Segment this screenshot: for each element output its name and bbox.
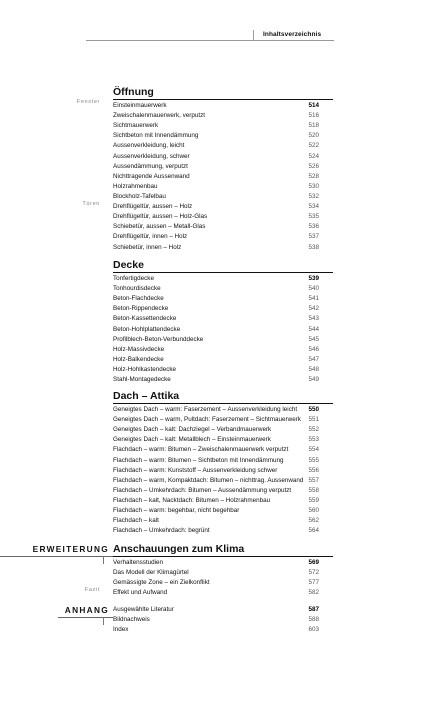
margin-label-tueren: Türen bbox=[82, 201, 100, 207]
header-rule bbox=[86, 40, 334, 41]
toc-entry-page: 558 bbox=[308, 486, 319, 494]
toc-entry bbox=[113, 466, 333, 476]
toc-entry-page: 516 bbox=[308, 112, 319, 120]
toc-entry-page: 518 bbox=[308, 122, 319, 130]
toc-entry bbox=[113, 152, 333, 162]
toc-entry-page: 520 bbox=[308, 132, 319, 140]
toc-entry-label: Aussenverkleidung, leicht bbox=[113, 142, 185, 150]
toc-entry bbox=[113, 243, 333, 253]
toc-entry-label: Flachdach – kalt, Nacktdach: Bitumen – Holzrahmenbau bbox=[113, 496, 271, 504]
toc-entry bbox=[113, 486, 333, 496]
toc-entry-label: Drehflügeltür, aussen – Holz-Glas bbox=[113, 213, 208, 221]
toc-entry-page: 588 bbox=[308, 616, 319, 624]
margin-label-fenster: Fenster bbox=[76, 99, 100, 105]
toc-entry-page: 549 bbox=[308, 376, 319, 384]
toc-entry bbox=[113, 588, 333, 598]
toc-entry bbox=[113, 615, 333, 625]
toc-entry bbox=[113, 232, 333, 242]
toc-entry bbox=[113, 325, 333, 335]
toc-entry-page: 553 bbox=[308, 436, 319, 444]
part-tick-anhang bbox=[103, 617, 104, 625]
toc-entry bbox=[113, 212, 333, 222]
toc-entry bbox=[113, 375, 333, 385]
toc-entry-label: Aussenverkleidung, schwer bbox=[113, 152, 190, 160]
part-tick-erweiterung bbox=[103, 556, 104, 564]
toc-entry-page: 522 bbox=[308, 142, 319, 150]
toc-entry bbox=[113, 314, 333, 324]
toc-entry-page: 559 bbox=[308, 496, 319, 504]
toc-entry bbox=[113, 202, 333, 212]
toc-entry-page: 556 bbox=[308, 466, 319, 474]
toc-entry bbox=[113, 496, 333, 506]
toc-entry-page: 540 bbox=[308, 285, 319, 293]
toc-entries bbox=[113, 405, 333, 536]
toc-entry-label: Index bbox=[113, 626, 129, 634]
toc-entry-label: Ausgewählte Literatur bbox=[113, 606, 174, 613]
toc-entry-label: Beton-Hohlplattendecke bbox=[113, 325, 181, 333]
toc-entry-label: Nichttragende Aussenwand bbox=[113, 172, 190, 180]
toc-entry-page: 538 bbox=[308, 243, 319, 251]
toc-entry-label: Schiebetür, aussen – Metall-Glas bbox=[113, 223, 206, 231]
toc-entry-page: 548 bbox=[308, 365, 319, 373]
toc-entry-label: Tonfertigdecke bbox=[113, 275, 154, 282]
toc-entries bbox=[113, 274, 333, 385]
toc-entry bbox=[113, 558, 333, 568]
toc-entry bbox=[113, 284, 333, 294]
toc-entry-page: 564 bbox=[308, 527, 319, 535]
toc-entry-page: 551 bbox=[308, 416, 319, 424]
toc-entries bbox=[113, 558, 333, 598]
toc-entry bbox=[113, 141, 333, 151]
toc-entry bbox=[113, 131, 333, 141]
toc-entry-page: 514 bbox=[308, 102, 319, 109]
toc-entry-label: Drehflügeltür, aussen – Holz bbox=[113, 203, 193, 211]
part-label-anhang: ANHANG bbox=[64, 605, 109, 615]
toc-entry bbox=[113, 578, 333, 588]
toc-entry-label: Geneigtes Dach – warm, Pultdach: Faserzement – Sichtmauerwerk bbox=[113, 416, 301, 424]
section-rule bbox=[113, 99, 333, 100]
toc-entry-label: Flachdach – warm: begehbar, nicht begehbar bbox=[113, 507, 240, 515]
toc-entry-page: 555 bbox=[308, 456, 319, 464]
toc-entry-page: 534 bbox=[308, 203, 319, 211]
toc-entry bbox=[113, 192, 333, 202]
toc-entry-label: Profilblech-Beton-Verbunddecke bbox=[113, 335, 204, 343]
toc-entry bbox=[113, 111, 333, 121]
toc-entry bbox=[113, 335, 333, 345]
toc-entry bbox=[113, 605, 333, 615]
toc-entry-page: 546 bbox=[308, 345, 319, 353]
toc-entry-page: 603 bbox=[308, 626, 319, 634]
toc-entry bbox=[113, 526, 333, 536]
toc-entries bbox=[113, 605, 333, 635]
toc-entry-label: Flachdach – warm: Bitumen – Sichtbeton mit Innendämmung bbox=[113, 456, 284, 464]
toc-entry-label: Geneigtes Dach – kalt: Metallblech – Einsteinmauerwerk bbox=[113, 436, 271, 444]
section-rule bbox=[113, 403, 333, 404]
toc-entry bbox=[113, 222, 333, 232]
section-title: Anschauungen zum Klima bbox=[113, 543, 245, 555]
running-header-title: Inhaltsverzeichnis bbox=[263, 31, 322, 38]
toc-entry-label: Beton-Flachdecke bbox=[113, 295, 164, 303]
toc-entry-page: 524 bbox=[308, 152, 319, 160]
toc-entry-label: Gemässigte Zone – ein Zielkonflikt bbox=[113, 579, 210, 587]
toc-entry bbox=[113, 476, 333, 486]
toc-entry-label: Effekt und Aufwand bbox=[113, 589, 168, 597]
toc-entry-page: 539 bbox=[308, 275, 319, 282]
toc-entry-label: Einsteinmauerwerk bbox=[113, 102, 167, 109]
section-oeffnung bbox=[113, 87, 333, 253]
toc-entry-label: Holz-Balkendecke bbox=[113, 355, 164, 363]
part-rule-erweiterung bbox=[0, 556, 113, 557]
margin-label-fazit: Fazit bbox=[84, 587, 100, 593]
toc-entry-page: 528 bbox=[308, 172, 319, 180]
toc-entry-label: Flachdach – warm, Kompaktdach: Bitumen – nichttrag. Aussenwand bbox=[113, 476, 304, 484]
section-decke bbox=[113, 260, 333, 385]
toc-entries bbox=[113, 101, 333, 253]
toc-entry-page: 587 bbox=[308, 606, 319, 613]
toc-entry bbox=[113, 355, 333, 365]
toc-entry-page: 572 bbox=[308, 569, 319, 577]
toc-entry bbox=[113, 625, 333, 635]
toc-entry-label: Aussendämmung, verputzt bbox=[113, 162, 188, 170]
section-anschauungen-klima bbox=[113, 544, 333, 598]
toc-entry bbox=[113, 445, 333, 455]
toc-entry bbox=[113, 172, 333, 182]
toc-entry bbox=[113, 294, 333, 304]
toc-entry-label: Flachdach – Umkehrdach: begrünt bbox=[113, 527, 210, 535]
toc-entry-label: Tonhourdisdecke bbox=[113, 285, 161, 293]
toc-entry-page: 535 bbox=[308, 213, 319, 221]
toc-entry bbox=[113, 274, 333, 284]
section-title: Decke bbox=[113, 259, 144, 271]
toc-entry bbox=[113, 182, 333, 192]
toc-entry-label: Beton-Kassettendecke bbox=[113, 315, 177, 323]
toc-entry-label: Holz-Hohlkastendecke bbox=[113, 365, 176, 373]
toc-entry-label: Stahl-Montagedecke bbox=[113, 376, 171, 384]
toc-entry-page: 530 bbox=[308, 182, 319, 190]
section-title: Öffnung bbox=[113, 86, 154, 98]
toc-entry-label: Blockholz-Tafelbau bbox=[113, 192, 166, 200]
toc-entry bbox=[113, 435, 333, 445]
toc-entry-page: 554 bbox=[308, 446, 319, 454]
toc-entry-label: Sichtmauerwerk bbox=[113, 122, 159, 130]
toc-entry bbox=[113, 425, 333, 435]
toc-entry-page: 552 bbox=[308, 426, 319, 434]
toc-entry-page: 547 bbox=[308, 355, 319, 363]
toc-entry-page: 532 bbox=[308, 192, 319, 200]
toc-entry-page: 582 bbox=[308, 589, 319, 597]
toc-entry bbox=[113, 304, 333, 314]
toc-entry bbox=[113, 405, 333, 415]
section-title: Dach – Attika bbox=[113, 390, 180, 402]
toc-entry-label: Geneigtes Dach – kalt: Dachziegel – Verbandmauerwerk bbox=[113, 426, 272, 434]
part-rule-anhang bbox=[58, 617, 113, 618]
toc-entry-label: Flachdach – warm: Kunststoff – Aussenverkleidung schwer bbox=[113, 466, 278, 474]
toc-entry-label: Schiebetür, innen – Holz bbox=[113, 243, 182, 251]
toc-entry-page: 557 bbox=[308, 476, 319, 484]
toc-entry bbox=[113, 415, 333, 425]
toc-entry-page: 577 bbox=[308, 579, 319, 587]
section-anhang bbox=[113, 604, 333, 635]
toc-entry-page: 544 bbox=[308, 325, 319, 333]
toc-entry-page: 537 bbox=[308, 233, 319, 241]
toc-entry-label: Beton-Rippendecke bbox=[113, 305, 169, 313]
toc-entry-label: Verhaltensstudien bbox=[113, 559, 164, 566]
toc-entry-page: 560 bbox=[308, 507, 319, 515]
toc-entry bbox=[113, 568, 333, 578]
toc-entry bbox=[113, 101, 333, 111]
toc-entry-label: Zweischalenmauerwerk, verputzt bbox=[113, 112, 206, 120]
toc-entry-page: 545 bbox=[308, 335, 319, 343]
toc-entry bbox=[113, 516, 333, 526]
toc-entry-page: 569 bbox=[308, 559, 319, 566]
toc-entry-label: Geneigtes Dach – warm: Faserzement – Aussenverkleidung leicht bbox=[113, 406, 298, 413]
toc-entry-label: Drehflügeltür, innen – Holz bbox=[113, 233, 188, 241]
section-rule bbox=[113, 556, 333, 557]
toc-entry bbox=[113, 121, 333, 131]
toc-entry-label: Flachdach – warm: Bitumen – Zweischalenmauerwerk verputzt bbox=[113, 446, 289, 454]
toc-entry-label: Sichtbeton mit Innendämmung bbox=[113, 132, 199, 140]
section-dach-attika bbox=[113, 391, 333, 536]
toc-entry-label: Das Modell der Klimagürtel bbox=[113, 569, 189, 577]
toc-entry bbox=[113, 456, 333, 466]
toc-entry-page: 550 bbox=[308, 406, 319, 413]
part-label-erweiterung: ERWEITERUNG bbox=[32, 544, 109, 554]
toc-entry bbox=[113, 162, 333, 172]
toc-entry-label: Flachdach – kalt bbox=[113, 517, 159, 525]
toc-entry-page: 541 bbox=[308, 295, 319, 303]
toc-entry-label: Holzrahmenbau bbox=[113, 182, 158, 190]
toc-entry-label: Flachdach – Umkehrdach: Bitumen – Aussendämmung verputzt bbox=[113, 486, 292, 494]
toc-entry bbox=[113, 365, 333, 375]
toc-entry bbox=[113, 506, 333, 516]
toc-entry bbox=[113, 345, 333, 355]
section-rule bbox=[113, 272, 333, 273]
toc-entry-page: 526 bbox=[308, 162, 319, 170]
toc-entry-page: 562 bbox=[308, 517, 319, 525]
toc-entry-page: 536 bbox=[308, 223, 319, 231]
toc-entry-page: 542 bbox=[308, 305, 319, 313]
header-divider bbox=[253, 30, 254, 40]
toc-entry-label: Bildnachweis bbox=[113, 616, 150, 624]
toc-entry-page: 543 bbox=[308, 315, 319, 323]
toc-entry-label: Holz-Massivdecke bbox=[113, 345, 165, 353]
